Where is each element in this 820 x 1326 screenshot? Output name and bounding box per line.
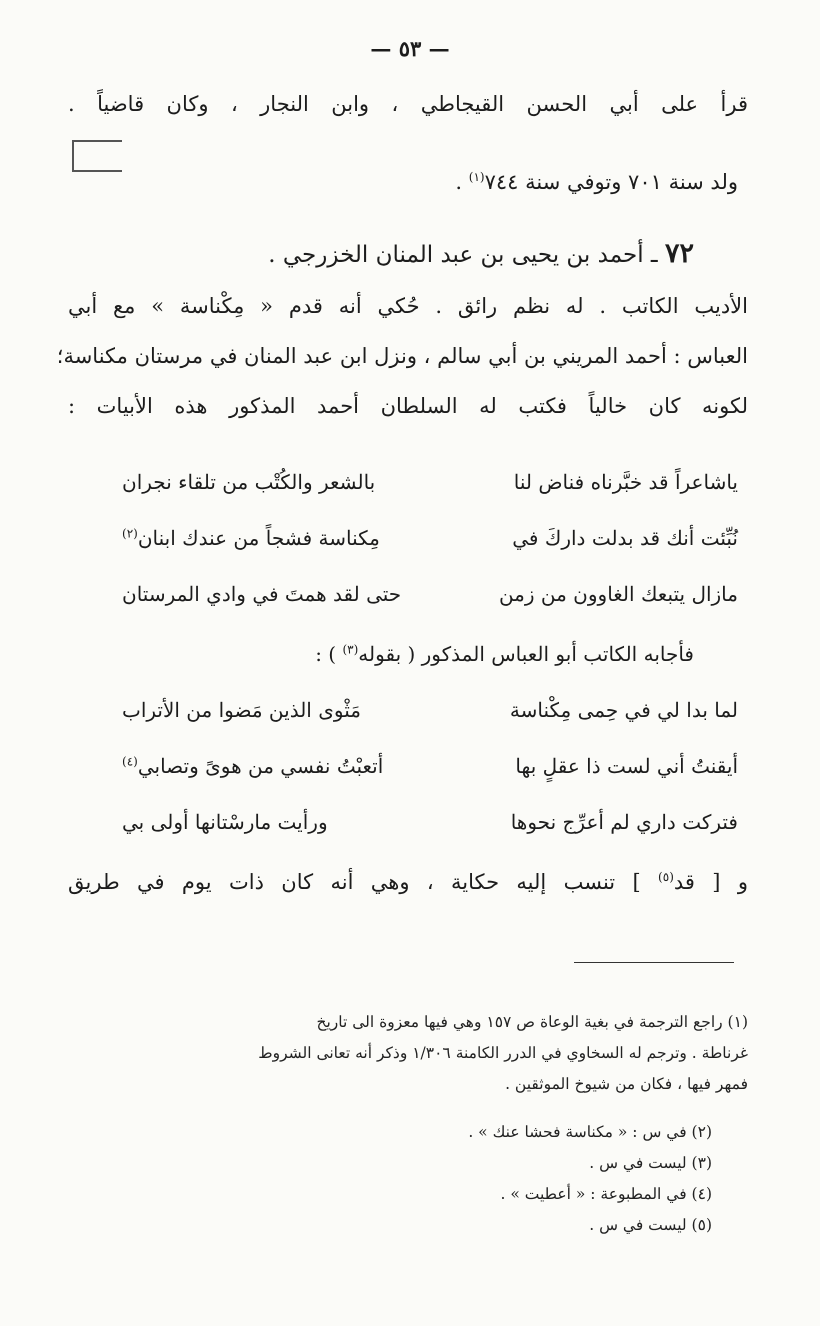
para-line-3: لكونه كان خالياً فكتب له السلطان أحمد المذكور هذه الأبيات : — [68, 394, 748, 418]
poem2-verse-2 — [122, 754, 738, 790]
poem1-verse-2 — [122, 526, 738, 562]
poem1-verse-2-second-text: مِكناسة فشجاً من عندك ابنان — [137, 526, 380, 550]
poem2-verse-1-second-hemistich: مَثْوى الذين مَضوا من الأتراب — [122, 698, 361, 722]
poem2-verse-2-second-text: أتعبْتُ نفسي من هوىً وتصابي — [137, 754, 384, 778]
poem2-verse-3-second-hemistich: ورأيت مارسْتانها أولى بي — [122, 810, 328, 834]
para-line-2: العباس : أحمد المريني بن أبي سالم ، ونزل ابن عبد المنان في مرستان مكناسة؛ — [56, 344, 748, 368]
poem1-verse-3 — [122, 582, 738, 618]
poem2-verse-1-first-hemistich: لما بدا لي في حِمى مِكْناسة — [509, 698, 738, 722]
closing-start: و [ قد — [673, 870, 748, 894]
poem1-verse-2-first-hemistich: نُبِّئت أنك قد بدلت داركَ في — [512, 526, 738, 550]
footnote-1-line-2: غرناطة . وترجم له السخاوي في الدرر الكامنة ١/٣٠٦ وذكر أنه تعانى الشروط — [258, 1044, 748, 1062]
margin-bracket-mark — [72, 140, 122, 172]
page-number: — ٥٣ — — [370, 36, 450, 61]
footnote-ref-2: (٢) — [122, 526, 138, 541]
closing-text: ] تنسب إليه حكاية ، وهي أنه كان ذات يوم في طريق — [68, 870, 659, 894]
entry-title: ـ أحمد بن يحيى بن عبد المنان الخزرجي . — [268, 242, 665, 268]
footnote-separator — [574, 962, 734, 963]
body-line-1: قرأ على أبي الحسن القيجاطي ، وابن النجار ، وكان قاضياً . — [68, 92, 748, 116]
poem2-verse-3-first-hemistich: فتركت داري لم أعرِّج نحوها — [510, 810, 738, 834]
footnote-1-line-3: فمهر فيها ، فكان من شيوخ الموثقين . — [505, 1075, 748, 1093]
poem2-intro-text: فأجابه الكاتب أبو العباس المذكور ( بقوله — [358, 642, 694, 666]
poem1-verse-3-first-hemistich: مازال يتبعك الغاوون من زمن — [498, 582, 738, 606]
poem2-verse-1 — [122, 698, 738, 734]
footnote-4: (٤) في المطبوعة : « أعطيت » . — [500, 1185, 712, 1203]
poem2-verse-2-first-hemistich: أيقنتُ أني لست ذا عقلٍ بها — [515, 754, 738, 778]
poem1-verse-1-first-hemistich: ياشاعراً قد خبَّرناه فناض لنا — [513, 470, 738, 494]
poem1-verse-1-second-hemistich: بالشعر والكُتْب من تلقاء نجران — [122, 470, 376, 494]
footnote-ref-5: (٥) — [658, 870, 674, 884]
birth-death-text: ولد سنة ٧٠١ وتوفي سنة ٧٤٤ — [484, 170, 738, 194]
para-line-1: الأديب الكاتب . له نظم رائق . حُكي أنه قدم « مِكْناسة » مع أبي — [68, 294, 748, 318]
footnote-ref-4: (٤) — [122, 754, 138, 769]
poem2-verse-2-second-hemistich — [122, 754, 383, 778]
footnote-ref-1: (١) — [468, 170, 485, 184]
footnote-3: (٣) ليست في س . — [589, 1154, 712, 1172]
footnote-ref-3: (٣) — [342, 642, 359, 657]
entry-number: ٧٢ — [664, 238, 694, 269]
poem1-verse-1 — [122, 470, 738, 506]
footnote-1-line-1: (١) راجع الترجمة في بغية الوعاة ص ١٥٧ وهي فيها معزوة الى تاريخ — [316, 1013, 748, 1031]
poem2-verse-3 — [122, 810, 738, 846]
footnote-5: (٥) ليست في س . — [589, 1216, 712, 1234]
poem1-verse-2-second-hemistich — [122, 526, 380, 550]
entry-heading — [268, 238, 694, 269]
poem2-intro-end: ) : — [315, 642, 343, 666]
poem1-verse-3-second-hemistich: حتى لقد همتَ في وادي المرستان — [122, 582, 402, 606]
birth-death-line — [455, 170, 738, 194]
closing-line — [68, 870, 748, 894]
birth-death-end: . — [455, 170, 469, 194]
footnote-2: (٢) في س : « مكناسة فحشا عنك » . — [468, 1123, 712, 1141]
poem2-intro — [315, 642, 694, 666]
